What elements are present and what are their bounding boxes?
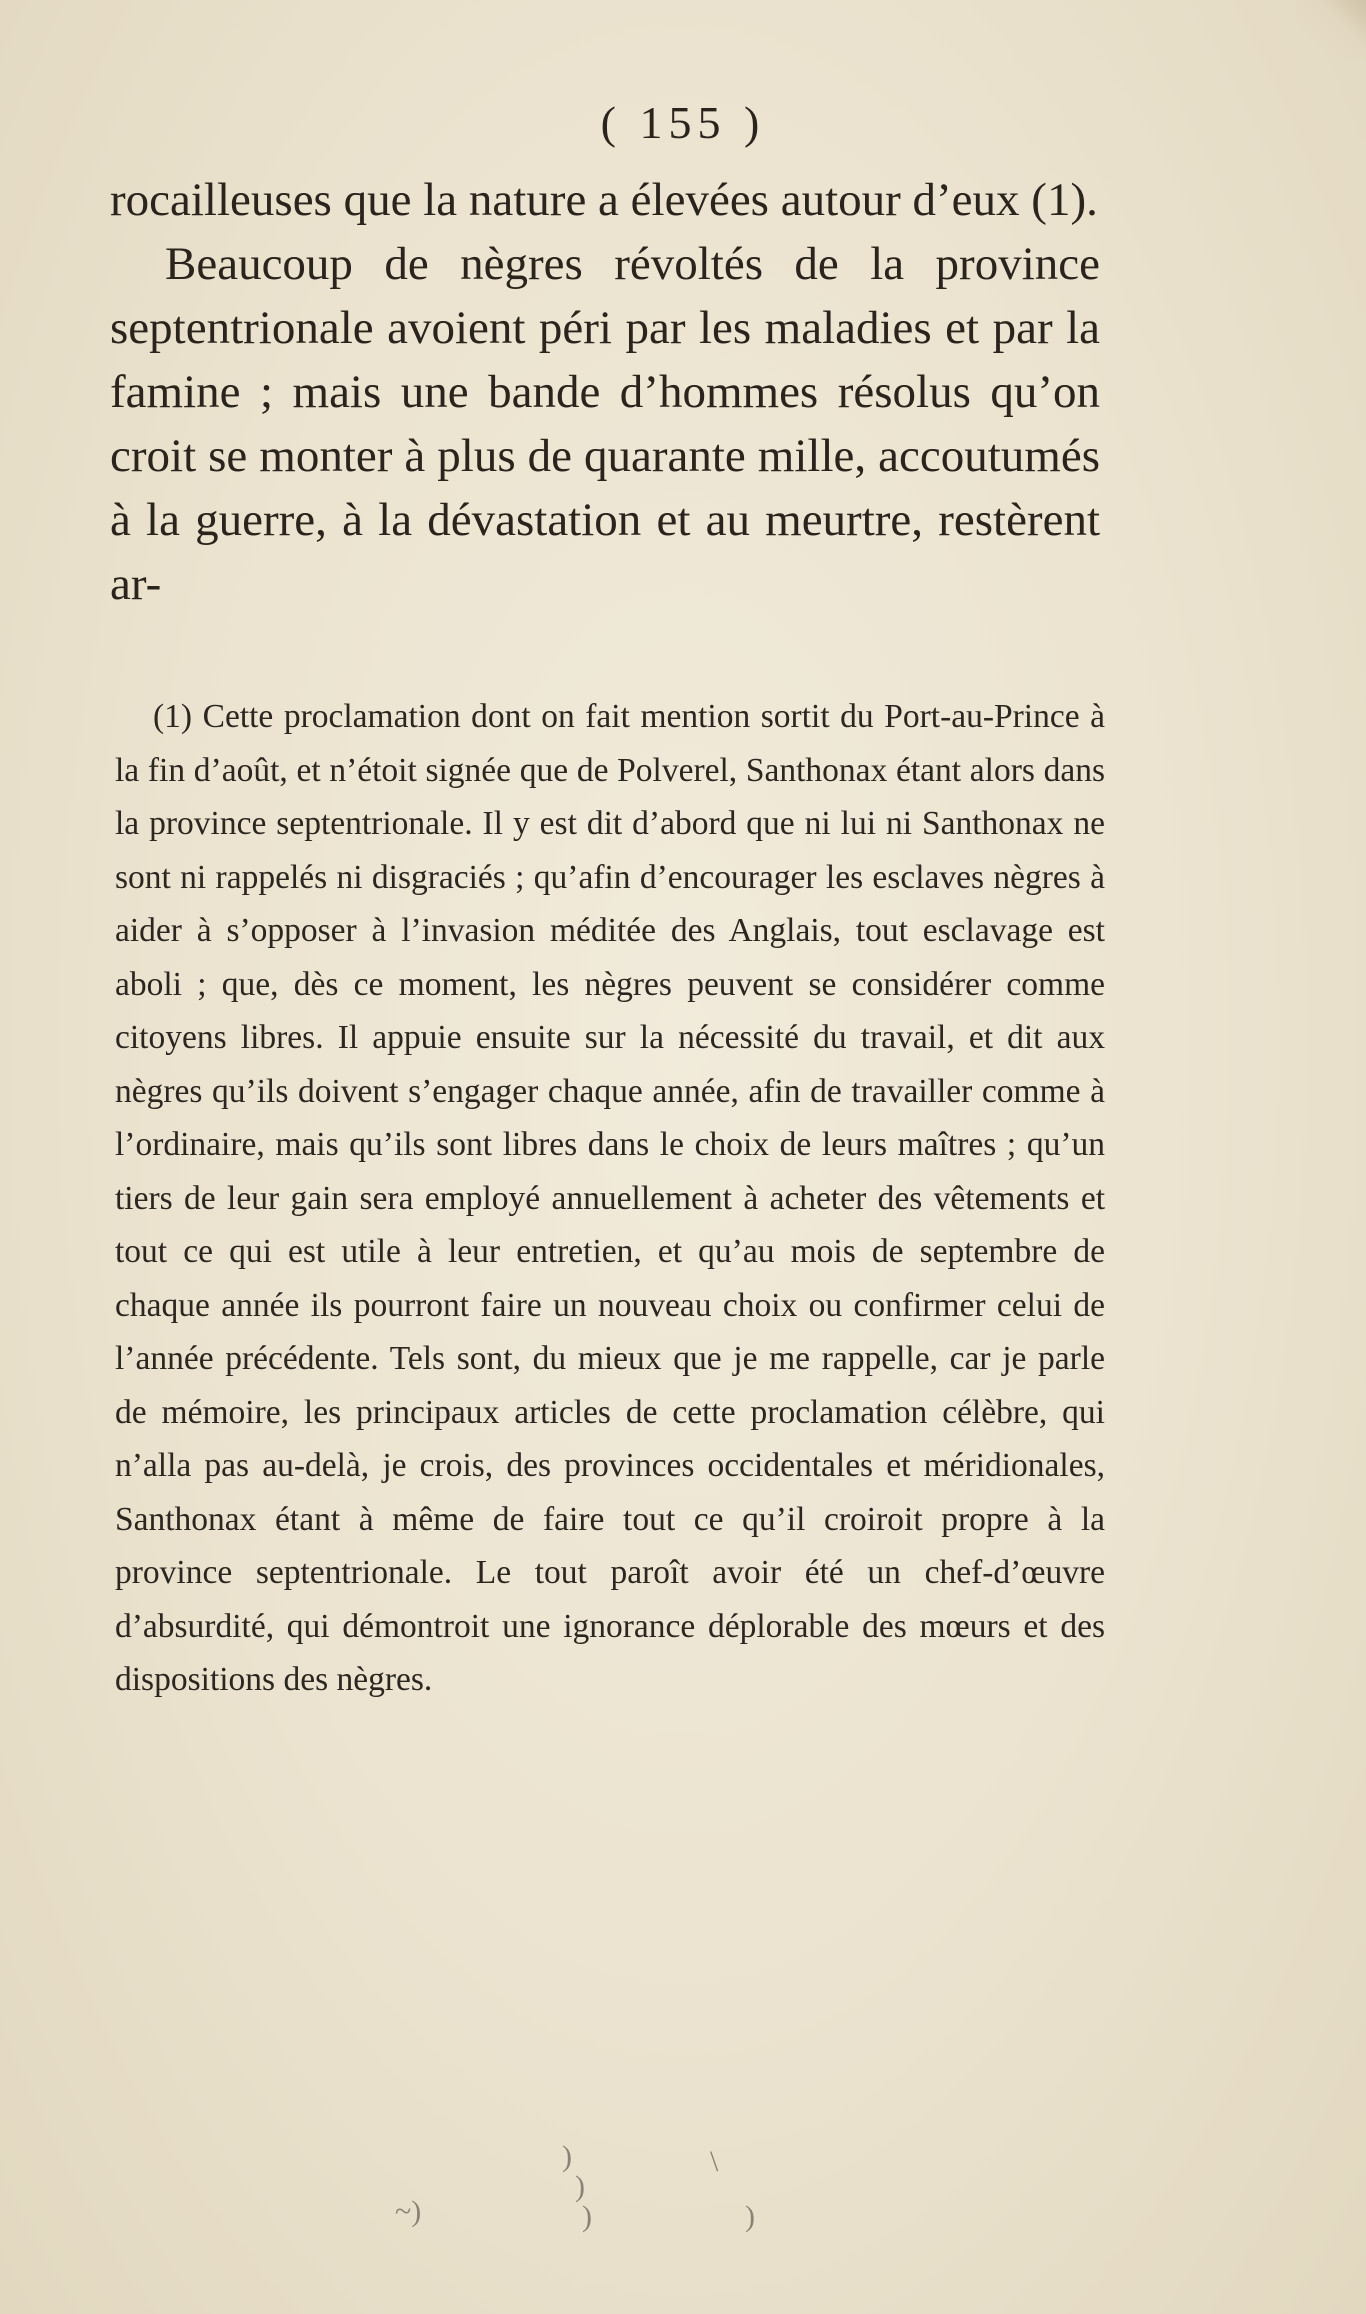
- page-corner-shadow: [1296, 0, 1366, 60]
- ink-bleed-mark: ): [745, 2200, 755, 2233]
- paragraph-continuation: rocailleuses que la nature a élevées autour d’eux (1).: [110, 174, 1098, 226]
- ink-bleed-mark: ): [562, 2140, 572, 2173]
- main-text-body: [110, 168, 1100, 616]
- footnote: [115, 690, 1105, 1707]
- ink-bleed-mark: ): [575, 2170, 585, 2203]
- ink-bleed-mark: ~): [395, 2195, 422, 2228]
- ink-bleed-mark: ): [582, 2200, 592, 2233]
- page-number: ( 155 ): [600, 97, 766, 148]
- paragraph-revolted-negroes: Beaucoup de nègres révoltés de la province septentrionale avoient péri par les maladies et par la famine ; mais une bande d’hommes résolus qu’on croit se monter à plus de quarante mille, accoutumés à la guerre, à la dévastation et au meurtre, restèrent ar-: [110, 238, 1100, 610]
- ink-bleed-mark: \: [710, 2145, 719, 2178]
- footnote-text: (1) Cette proclamation dont on fait mention sortit du Port-au-Prince à la fin d’août, et n’étoit signée que de Polverel, Santhonax étant alors dans la province septentrionale. Il y est dit d’abord que ni lui ni Santhonax ne sont ni rappelés ni disgraciés ; qu’afin d’encourager les esclaves nègres à aider à s’opposer à l’invasion méditée des Anglais, tout esclavage est aboli ; que, dès ce moment, les nègres peuvent se considérer comme citoyens libres. Il appuie ensuite sur la nécessité du travail, et dit aux nègres qu’ils doivent s’engager chaque année, afin de travailler comme à l’ordinaire, mais qu’ils sont libres dans le choix de leurs maîtres ; qu’un tiers de leur gain sera employé annuellement à acheter des vêtements et tout ce qui est utile à leur entretien, et qu’au mois de septembre de chaque année ils pourront faire un nouveau choix ou confirmer celui de l’année précédente. Tels sont, du mieux que je me rappelle, car je parle de mémoire, les principaux articles de cette proclamation célèbre, qui n’alla pas au-delà, je crois, des provinces occidentales et méridionales, Santhonax étant à même de faire tout ce qu’il croiroit propre à la province septentrionale. Le tout paroît avoir été un chef-d’œuvre d’absurdité, qui démontroit une ignorance déplorable des mœurs et des dispositions des nègres.: [115, 698, 1105, 1698]
